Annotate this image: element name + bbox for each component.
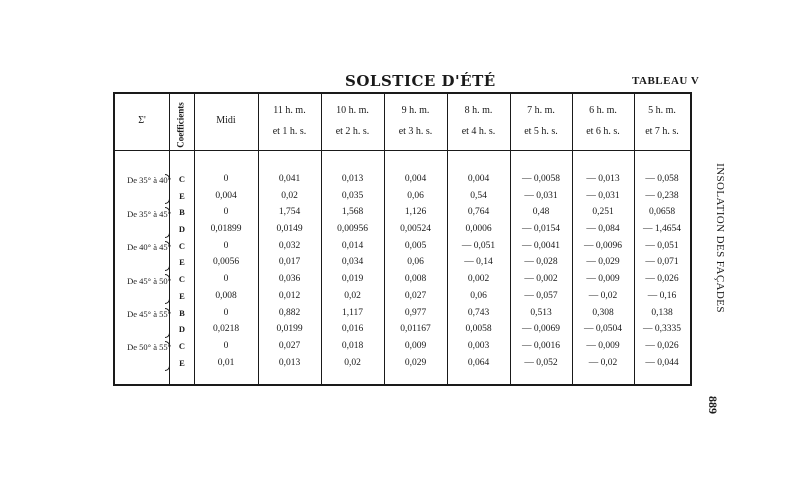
- value-cell: 0,02: [344, 357, 361, 368]
- group-brace: [165, 241, 170, 271]
- value-cell: 0,0056: [212, 257, 240, 268]
- coefficient-cell: C: [178, 274, 186, 285]
- value-cell: — 0,0041: [522, 240, 560, 251]
- value-cell: 0,882: [278, 307, 301, 318]
- value-cell: 0,0218: [212, 324, 240, 335]
- value-cell: 0,004: [404, 174, 427, 184]
- value-cell: 0,00524: [400, 224, 431, 234]
- value-cell: 0,004: [467, 174, 490, 184]
- value-cell: — 0,16: [647, 290, 677, 301]
- header-divider: [115, 150, 690, 151]
- value-cell: 0,251: [592, 207, 614, 218]
- value-cell: — 0,238: [645, 190, 679, 201]
- group-label: De 40° à 45°: [127, 242, 171, 253]
- value-cell: 0,48: [532, 207, 550, 218]
- group-label: De 35° à 45°: [127, 208, 171, 219]
- value-cell: 0,027: [404, 290, 427, 301]
- coefficient-cell: E: [179, 190, 185, 201]
- group-label: De 50° à 55°: [127, 342, 171, 353]
- value-cell: 0,034: [341, 257, 364, 268]
- value-cell: — 0,052: [524, 357, 558, 368]
- column-header: et 4 h. s.: [461, 126, 496, 137]
- value-cell: — 0,084: [586, 224, 620, 234]
- group-brace: [165, 274, 170, 304]
- column-header: et 3 h. s.: [398, 126, 433, 137]
- value-cell: 0,019: [341, 274, 364, 285]
- value-cell: — 0,028: [524, 257, 558, 268]
- value-cell: 0,016: [341, 324, 364, 335]
- value-cell: 0,06: [470, 290, 487, 301]
- group-label: De 35° à 40°: [127, 175, 171, 186]
- page-number: 889: [706, 396, 720, 414]
- page-title: SOLSTICE D'ÉTÉ: [345, 72, 496, 90]
- column-header: 8 h. m.: [464, 105, 493, 116]
- value-cell: 0: [223, 207, 229, 218]
- value-cell: 0,513: [530, 307, 552, 318]
- value-cell: — 0,051: [645, 240, 679, 251]
- column-header: 6 h. m.: [589, 105, 617, 116]
- column-header: Midi: [216, 115, 236, 126]
- value-cell: 1,568: [341, 207, 364, 218]
- value-cell: 0,764: [467, 207, 490, 218]
- value-cell: 0,06: [407, 257, 424, 268]
- value-cell: 0,013: [341, 174, 364, 184]
- coefficient-cell: D: [178, 324, 186, 335]
- coefficient-cell: E: [179, 257, 185, 268]
- value-cell: 0: [223, 240, 229, 251]
- value-cell: 0,0149: [276, 224, 303, 234]
- value-cell: 0,138: [651, 307, 673, 318]
- value-cell: — 0,02: [588, 290, 618, 301]
- coefficient-cell: B: [179, 307, 185, 318]
- group-brace: [165, 174, 170, 204]
- value-cell: 0,032: [278, 240, 301, 251]
- value-cell: — 0,057: [524, 290, 558, 301]
- coefficient-cell: B: [179, 207, 185, 218]
- value-cell: 0: [223, 341, 229, 351]
- coefficient-cell: C: [178, 240, 186, 251]
- value-cell: — 0,044: [645, 357, 679, 368]
- value-cell: 0,013: [278, 357, 301, 368]
- value-cell: 1,126: [404, 207, 427, 218]
- column-header: et 7 h. s.: [645, 126, 679, 137]
- column-header: et 2 h. s.: [335, 126, 370, 137]
- value-cell: 1,754: [278, 207, 301, 218]
- value-cell: — 0,002: [524, 274, 558, 285]
- value-cell: — 0,026: [645, 341, 679, 351]
- column-header: et 1 h. s.: [272, 126, 307, 137]
- group-label: De 45° à 50°: [127, 275, 171, 286]
- value-cell: 0,035: [341, 190, 364, 201]
- value-cell: 0,0058: [465, 324, 492, 335]
- column-header: et 6 h. s.: [586, 126, 620, 137]
- coefficients-header: Coefficients: [176, 102, 187, 148]
- group-brace: [165, 207, 170, 237]
- value-cell: 0,743: [467, 307, 490, 318]
- value-cell: — 0,3335: [643, 324, 681, 335]
- column-header: 10 h. m.: [336, 105, 369, 116]
- value-cell: — 0,009: [586, 274, 620, 285]
- value-cell: 0,014: [341, 240, 364, 251]
- value-cell: 0,002: [467, 274, 490, 285]
- value-cell: — 0,013: [586, 174, 620, 184]
- value-cell: 0,017: [278, 257, 301, 268]
- value-cell: 1,117: [341, 307, 364, 318]
- value-cell: — 0,029: [586, 257, 620, 268]
- coefficient-cell: C: [178, 174, 186, 184]
- group-label: De 45° à 55°: [127, 308, 171, 319]
- value-cell: 0: [223, 307, 229, 318]
- value-cell: — 0,0154: [522, 224, 560, 234]
- value-cell: 0: [223, 174, 229, 184]
- value-cell: 0,02: [281, 190, 298, 201]
- value-cell: 0,003: [467, 341, 490, 351]
- group-brace: [165, 308, 170, 338]
- value-cell: 0,02: [344, 290, 361, 301]
- value-cell: 0,005: [404, 240, 427, 251]
- value-cell: 0,064: [467, 357, 490, 368]
- value-cell: 0: [223, 274, 229, 285]
- column-header: 11 h. m.: [273, 105, 306, 116]
- value-cell: 0,977: [404, 307, 427, 318]
- data-table: [113, 92, 692, 386]
- value-cell: — 0,051: [461, 240, 496, 251]
- value-cell: 0,00956: [337, 224, 368, 234]
- value-cell: — 0,02: [588, 357, 618, 368]
- column-header: et 5 h. s.: [524, 126, 558, 137]
- value-cell: 0,036: [278, 274, 301, 285]
- value-cell: — 0,0096: [584, 240, 622, 251]
- value-cell: 0,004: [215, 190, 237, 201]
- value-cell: — 0,026: [645, 274, 679, 285]
- value-cell: — 0,058: [645, 174, 679, 184]
- value-cell: 0,012: [278, 290, 301, 301]
- value-cell: 0,54: [470, 190, 487, 201]
- value-cell: — 0,031: [586, 190, 620, 201]
- value-cell: 0,308: [592, 307, 614, 318]
- value-cell: 0,06: [407, 190, 424, 201]
- value-cell: 0,041: [278, 174, 301, 184]
- value-cell: — 1,4654: [643, 224, 681, 234]
- coefficient-cell: E: [179, 290, 185, 301]
- value-cell: — 0,071: [645, 257, 679, 268]
- value-cell: — 0,009: [586, 341, 620, 351]
- value-cell: 0,01167: [400, 324, 431, 335]
- tableau-label: TABLEAU V: [632, 75, 700, 87]
- value-cell: 0,018: [341, 341, 364, 351]
- value-cell: 0,0658: [648, 207, 676, 218]
- side-running-title: INSOLATION DES FAÇADES: [714, 163, 726, 313]
- value-cell: — 0,0058: [522, 174, 560, 184]
- value-cell: 0,008: [404, 274, 427, 285]
- column-header: 5 h. m.: [648, 105, 676, 116]
- column-header: 9 h. m.: [401, 105, 430, 116]
- value-cell: 0,01899: [210, 224, 242, 234]
- coefficient-cell: C: [178, 341, 186, 351]
- value-cell: — 0,031: [524, 190, 558, 201]
- column-header: 7 h. m.: [527, 105, 555, 116]
- coefficient-cell: D: [178, 224, 186, 234]
- value-cell: 0,009: [404, 341, 427, 351]
- value-cell: 0,027: [278, 341, 301, 351]
- value-cell: 0,0006: [465, 224, 492, 234]
- coefficient-cell: E: [179, 357, 185, 368]
- value-cell: — 0,0016: [522, 341, 560, 351]
- value-cell: — 0,14: [464, 257, 493, 268]
- value-cell: — 0,0069: [522, 324, 560, 335]
- value-cell: 0,0199: [276, 324, 303, 335]
- group-brace: [165, 341, 170, 371]
- value-cell: 0,01: [217, 357, 235, 368]
- value-cell: — 0,0504: [584, 324, 622, 335]
- value-cell: 0,008: [215, 290, 237, 301]
- value-cell: 0,029: [404, 357, 427, 368]
- sigma-header: Σ': [138, 115, 146, 126]
